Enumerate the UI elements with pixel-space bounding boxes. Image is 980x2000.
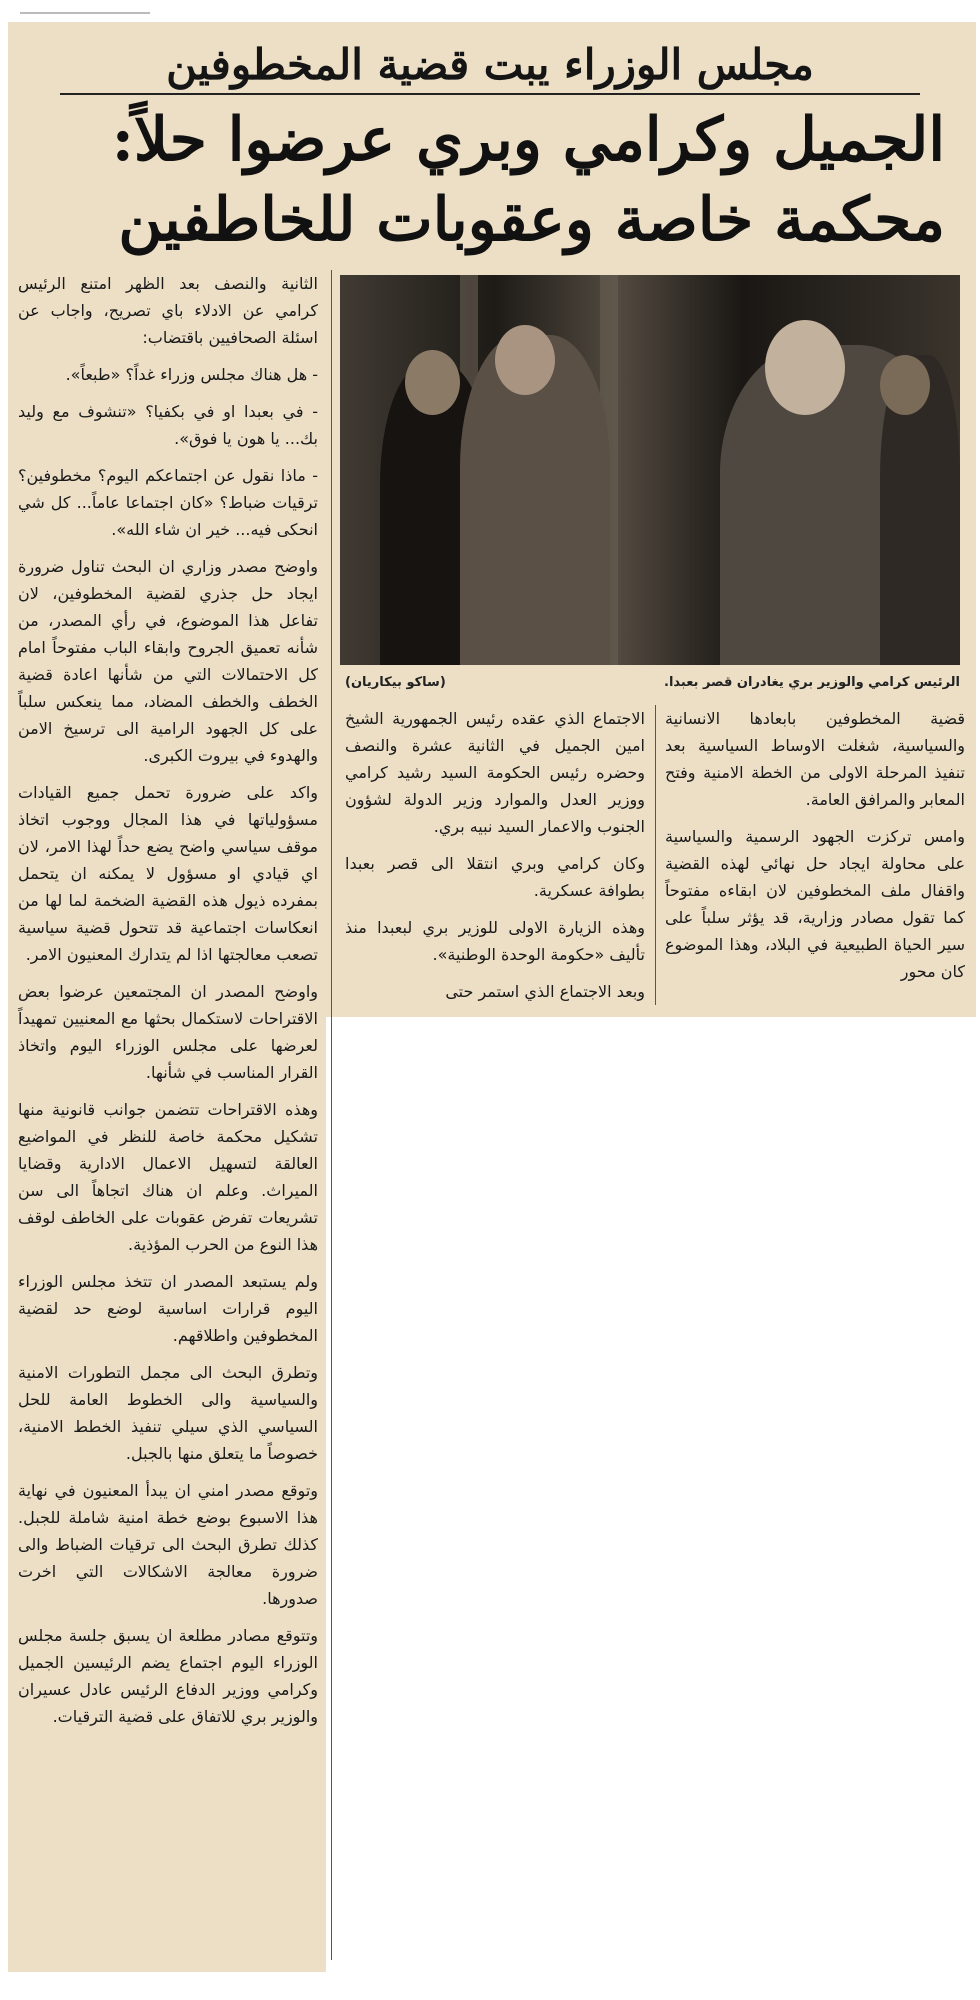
paragraph: - هل هناك مجلس وزراء غداً؟ «طبعاً». bbox=[65, 365, 318, 384]
paragraph: ولم يستبعد المصدر ان تتخذ مجلس الوزراء اليوم قرارات اساسية لوضع حد لقضية المخطوفين واطلاقهم. bbox=[18, 1272, 318, 1345]
paragraph: وتطرق البحث الى مجمل التطورات الامنية والسياسية والى الخطوط العامة للحل السياسي الذي سيلي تنفيذ الخطط الامنية، خصوصاً ما يتعلق منها بالجبل. bbox=[18, 1363, 318, 1463]
article-column-middle bbox=[345, 705, 645, 1015]
paragraph: واكد على ضرورة تحمل جميع القيادات مسؤولياتها في هذا المجال ووجوب اتخاذ موقف سياسي واضح يضع حداً لهذا الامر، لان اي قيادي او مسؤول لا يمكنه ان يتحمل بمفرده ذيول هذه القضية الضخمة لما لها من انعكاسات اجتماعية قد تتحول قضية سياسية تصعب معالجتها اذا لم يتدارك المعنيون الامر. bbox=[18, 783, 318, 964]
paragraph: وهذه الاقتراحات تتضمن جوانب قانونية منها تشكيل محكمة خاصة للنظر في المواضيع العالقة لتسهيل الاعمال الادارية وقضايا الميراث. وعلم ان هناك اتجاهاً الى سن تشريعات تفرض عقوبات على الخاطف لوقف هذا النوع من الحرب المؤذية. bbox=[18, 1100, 318, 1254]
article-column-right bbox=[665, 705, 965, 995]
paragraph: وبعد الاجتماع الذي استمر حتى bbox=[445, 982, 645, 1001]
scan-border bbox=[0, 0, 980, 22]
paragraph: - ماذا نقول عن اجتماعكم اليوم؟ مخطوفين؟ ترقيات ضباط؟ «كان اجتماعا عاماً... كل شي انحكى فيه... خير ان شاء الله». bbox=[18, 466, 318, 539]
paragraph: وهذه الزيارة الاولى للوزير بري لبعبدا منذ تأليف «حكومة الوحدة الوطنية». bbox=[345, 918, 645, 964]
torn-edge bbox=[20, 2, 150, 14]
paragraph: - في بعبدا او في بكفيا؟ «تنشوف مع وليد بك... يا هون يا فوق». bbox=[18, 402, 318, 448]
paragraph: الاجتماع الذي عقده رئيس الجمهورية الشيخ امين الجميل في الثانية عشرة والنصف وحضره رئيس الحكومة السيد رشيد كرامي ووزير العدل والموارد وزير الدولة لشؤون الجنوب والاعمار السيد نبيه بري. bbox=[345, 709, 645, 836]
headline-line-2: محكمة خاصة وعقوبات للخاطفين bbox=[118, 185, 945, 255]
paragraph: قضية المخطوفين بابعادها الانسانية والسياسية، شغلت الاوساط السياسية بعد تنفيذ المرحلة الاولى من الخطة الامنية وفتح المعابر والمرافق العامة. bbox=[665, 709, 965, 809]
paragraph: وامس تركزت الجهود الرسمية والسياسية على محاولة ايجاد حل نهائي لهذه القضية واقفال ملف المخطوفين لان ابقاءه مفتوحاً كما تقول مصادر وزارية، قد يؤثر سلباً على سير الحياة الطبيعية في البلاد، وهذا الموضوع كان محور bbox=[665, 827, 965, 981]
paragraph: واوضح مصدر وزاري ان البحث تناول ضرورة ايجاد حل جذري لقضية المخطوفين، لان تفاعل هذا الموضوع، في رأي المصدر، من شأنه تعميق الجروح وابقاء الباب مفتوحاً امام كل الاحتمالات التي من شأنها اعادة قضية الخطف والخطف المضاد، مما ينعكس سلباً على كل الجهود الرامية الى ترسيخ الامن والهدوء في بيروت الكبرى. bbox=[18, 557, 318, 765]
paragraph: الثانية والنصف بعد الظهر امتنع الرئيس كرامي عن الادلاء باي تصريح، واجاب عن اسئلة الصحافيين باقتضاب: bbox=[18, 274, 318, 347]
paragraph: وتتوقع مصادر مطلعة ان يسبق جلسة مجلس الوزراء اليوم اجتماع يضم الرئيسين الجميل وكرامي ووزير الدفاع الرئيس عادل عسيران والوزير بري للاتفاق على قضية الترقيات. bbox=[18, 1626, 318, 1726]
paragraph: وتوقع مصدر امني ان يبدأ المعنيون في نهاية هذا الاسبوع بوضع خطة امنية شاملة للجبل. كذلك تطرق البحث الى ترقيات الضباط والى ضرورة معالجة الاشكالات التي اخرت صدورها. bbox=[18, 1481, 318, 1608]
photo-credit: (ساكو بيكاريان) bbox=[345, 675, 446, 690]
news-photo bbox=[340, 275, 960, 665]
headline-line-1: الجميل وكرامي وبري عرضوا حلاً: bbox=[111, 105, 945, 175]
column-rule bbox=[331, 270, 332, 1960]
paragraph: وكان كرامي وبري انتقلا الى قصر بعبدا بطوافة عسكرية. bbox=[345, 854, 645, 900]
kicker-headline: مجلس الوزراء يبت قضية المخطوفين bbox=[60, 40, 920, 95]
paragraph: واوضح المصدر ان المجتمعين عرضوا بعض الاقتراحات لاستكمال بحثها مع المعنيين تمهيداً لعرضها على مجلس الوزراء اليوم واتخاذ القرار المناسب في شأنها. bbox=[18, 982, 318, 1082]
article-column-left bbox=[18, 270, 318, 1740]
column-rule bbox=[655, 705, 656, 1005]
photo-caption: الرئيس كرامي والوزير بري يغادران قصر بعبدا. bbox=[664, 675, 960, 690]
